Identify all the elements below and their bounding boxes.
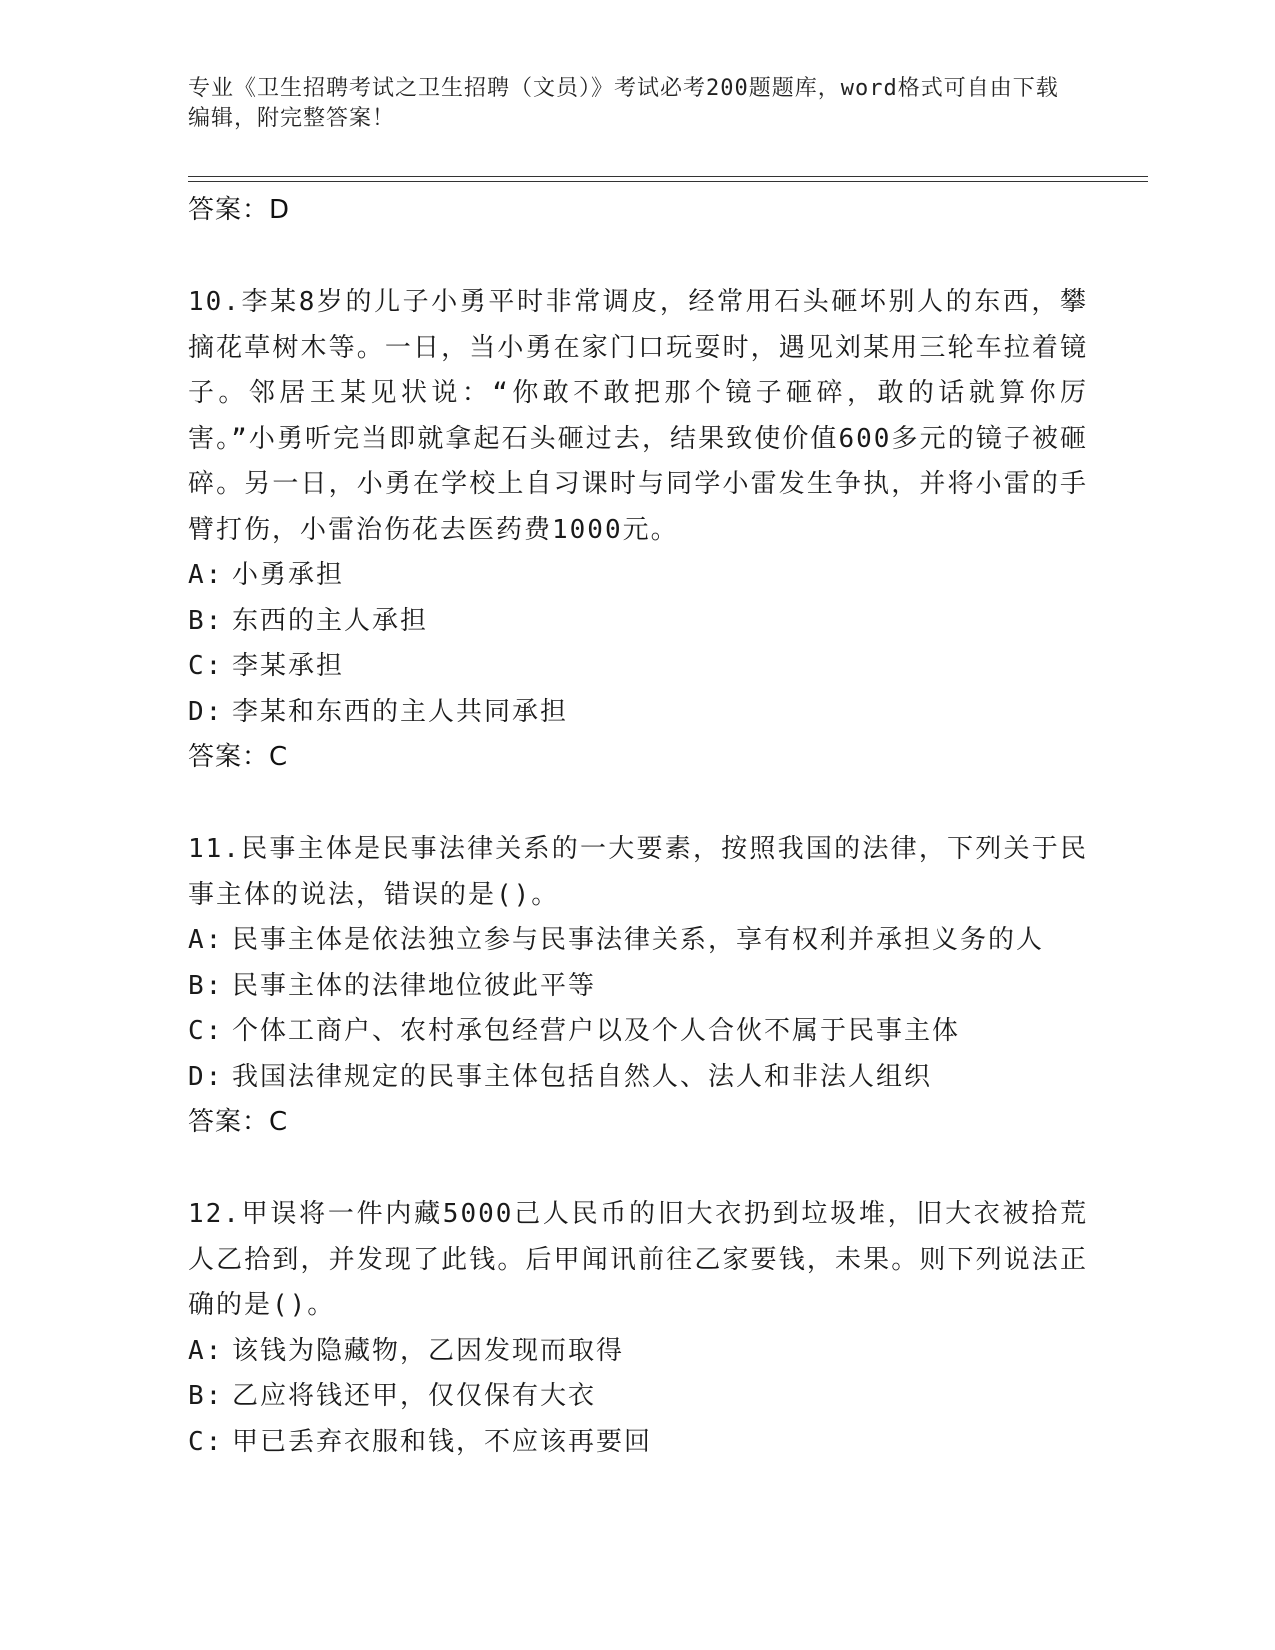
option-a <box>188 1329 1088 1375</box>
option-text: 东西的主人承担 <box>232 605 429 636</box>
question-block <box>188 280 1088 779</box>
option-text: 李某和东西的主人共同承担 <box>232 696 569 727</box>
question-block <box>188 827 1088 1144</box>
option-c <box>188 1420 1088 1466</box>
option-letter: C: <box>188 1016 224 1046</box>
option-letter: B: <box>188 1381 224 1411</box>
option-text: 我国法律规定的民事主体包括自然人、法人和非法人组织 <box>232 1061 933 1092</box>
option-letter: B: <box>188 970 224 1001</box>
option-b <box>188 964 1088 1010</box>
option-letter: C: <box>188 1426 224 1457</box>
option-letter: D: <box>188 1061 224 1092</box>
answer-line: 答案：C <box>188 742 289 772</box>
question-text: 11.民事主体是民事法律关系的一大要素，按照我国的法律，下列关于民事主体的说法，错误的是()。 <box>188 834 1088 910</box>
document-body <box>188 188 1088 1465</box>
option-text: 李某承担 <box>232 651 345 681</box>
option-d <box>188 690 1088 736</box>
option-letter: D: <box>188 696 224 727</box>
option-a <box>188 553 1088 599</box>
option-text: 乙应将钱还甲，仅仅保有大衣 <box>232 1381 597 1411</box>
option-text: 小勇承担 <box>232 560 345 590</box>
option-text: 个体工商户、农村承包经营户以及个人合伙不属于民事主体 <box>232 1016 961 1046</box>
question-text: 12.甲误将一件内藏5000己人民币的旧大衣扔到垃圾堆，旧大衣被拾荒人乙拾到，并发现了此钱。后甲闻讯前往乙家要钱，未果。则下列说法正确的是()。 <box>188 1199 1088 1320</box>
option-d <box>188 1055 1088 1101</box>
option-c <box>188 1009 1088 1055</box>
header-rule-top <box>188 176 1148 177</box>
question-block <box>188 1192 1088 1465</box>
header-rule-bottom <box>188 181 1148 182</box>
option-b <box>188 599 1088 645</box>
option-text: 民事主体的法律地位彼此平等 <box>232 970 597 1001</box>
option-a <box>188 918 1088 964</box>
option-letter: B: <box>188 605 224 636</box>
question-text: 10.李某8岁的儿子小勇平时非常调皮，经常用石头砸坏别人的东西，攀摘花草树木等。一日，当小勇在家门口玩耍时，遇见刘某用三轮车拉着镜子。邻居王某见状说：“你敢不敢把那个镜子砸碎，敢的话就算你厉害。”小勇听完当即就拿起石头砸过去，结果致使价值600多元的镜子被砸碎。另一日，小勇在学校上自习课时与同学小雷发生争执，并将小雷的手臂打伤，小雷治伤花去医药费1000元。 <box>188 287 1088 545</box>
option-b <box>188 1374 1088 1420</box>
answer-line: 答案：C <box>188 1107 289 1137</box>
option-text: 民事主体是依法独立参与民事法律关系，享有权利并承担义务的人 <box>232 925 1045 955</box>
option-letter: A: <box>188 1335 224 1366</box>
option-letter: A: <box>188 560 224 590</box>
option-letter: A: <box>188 925 224 955</box>
option-c <box>188 644 1088 690</box>
page-header: 专业《卫生招聘考试之卫生招聘（文员）》考试必考200题题库，word格式可自由下载编辑，附完整答案！ <box>188 76 1059 131</box>
answer-line: 答案：D <box>188 195 291 225</box>
option-letter: C: <box>188 651 224 681</box>
option-text: 甲已丢弃衣服和钱，不应该再要回 <box>232 1426 653 1457</box>
option-text: 该钱为隐藏物，乙因发现而取得 <box>232 1335 625 1366</box>
